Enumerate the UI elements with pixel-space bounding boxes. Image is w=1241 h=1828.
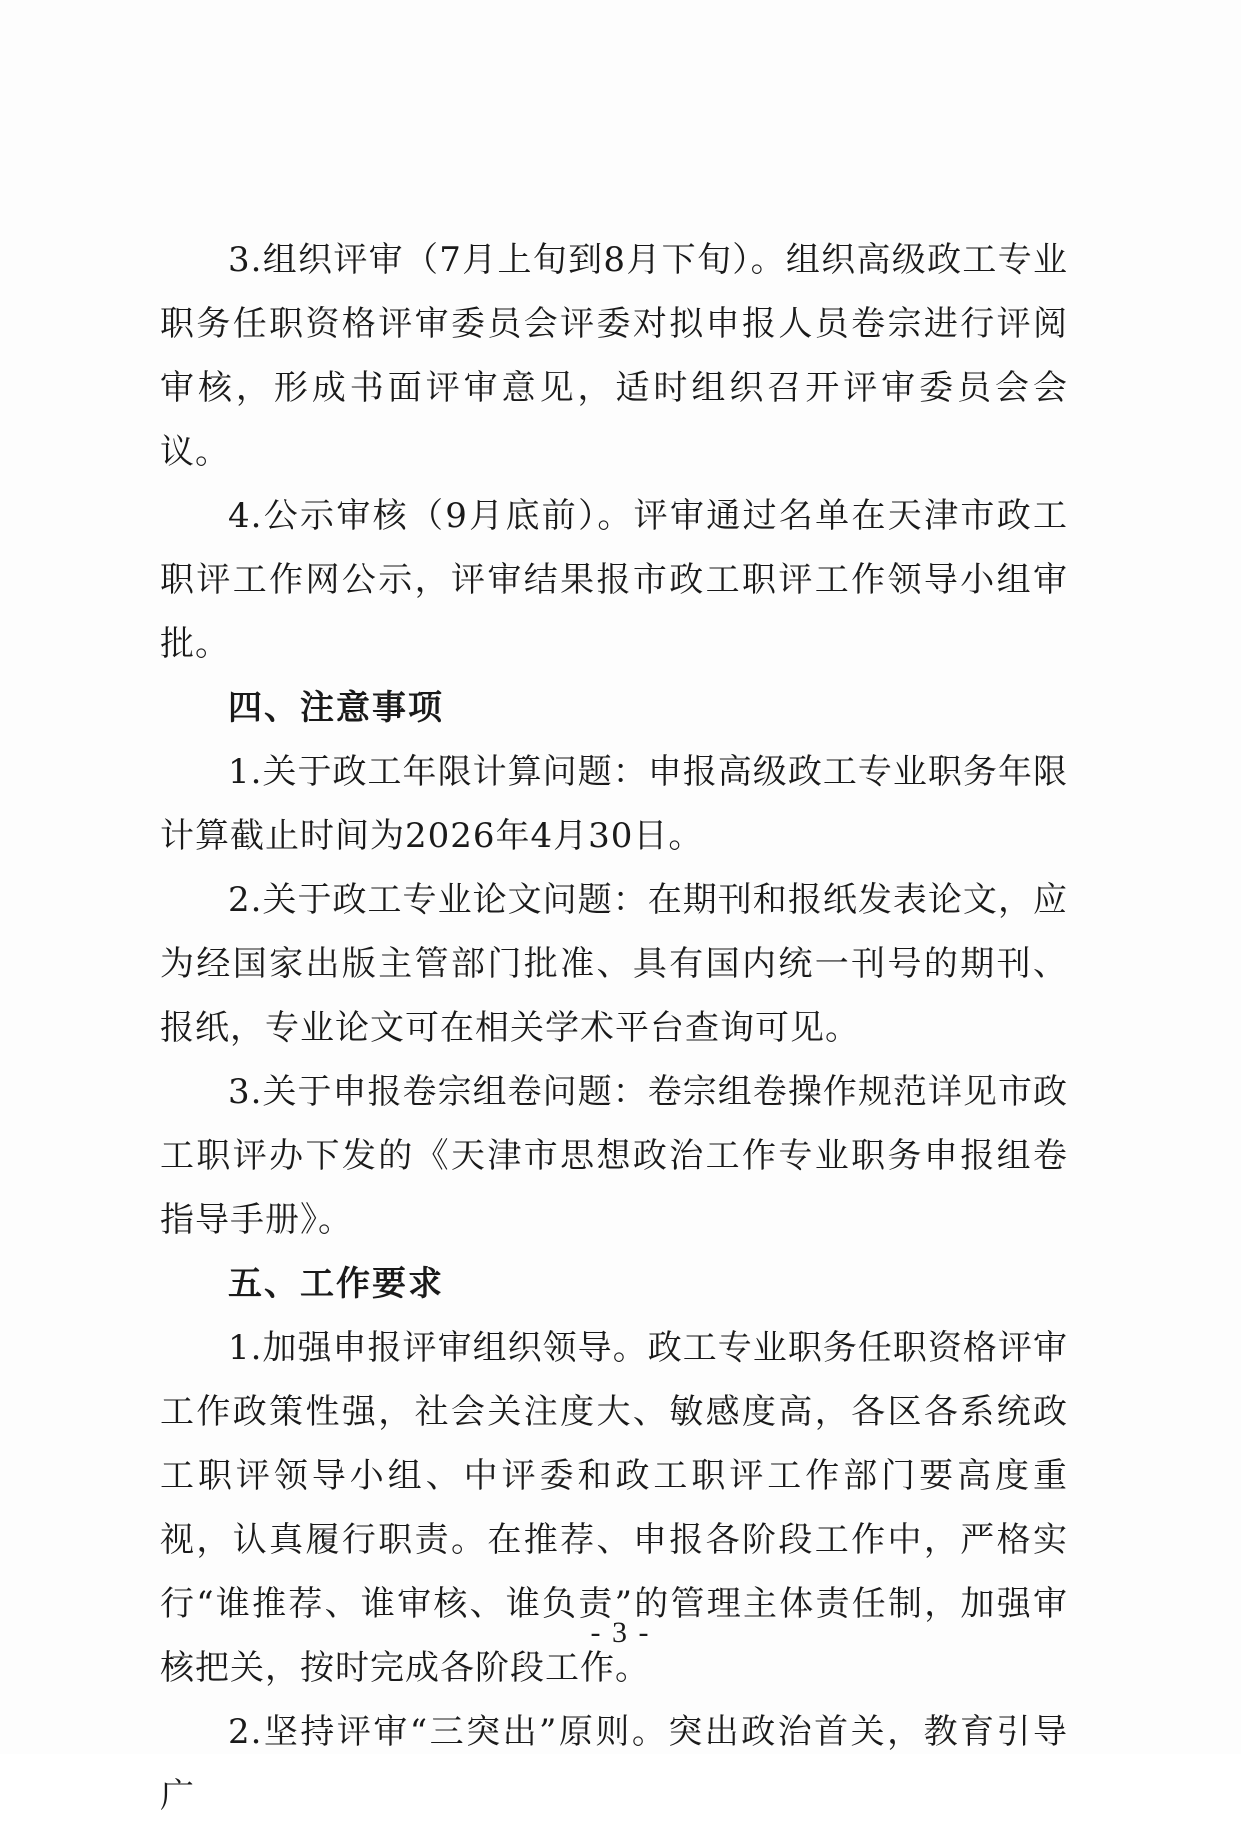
paragraph-years-calculation: 1.关于政工年限计算问题：申报高级政工专业职务年限计算截止时间为2026年4月30日。 bbox=[160, 752, 1068, 856]
paragraph-organize-review: 3.组织评审（7月上旬到8月下旬）。组织高级政工专业职务任职资格评审委员会评委对拟申报人员卷宗进行评阅审核，形成书面评审意见，适时组织召开评审委员会会议。 bbox=[160, 240, 1068, 472]
paragraph-leadership: 1.加强申报评审组织领导。政工专业职务任职资格评审工作政策性强，社会关注度大、敏感度高，各区各系统政工职评领导小组、中评委和政工职评工作部门要高度重视，认真履行职责。在推荐、申报各阶段工作中，严格实行“谁推荐、谁审核、谁负责”的管理主体责任制，加强审核把关，按时完成各阶段工作。 bbox=[160, 1328, 1068, 1688]
paragraph-dossier: 3.关于申报卷宗组卷问题：卷宗组卷操作规范详见市政工职评办下发的《天津市思想政治工作专业职务申报组卷指导手册》。 bbox=[160, 1072, 1068, 1240]
paragraph-papers: 2.关于政工专业论文问题：在期刊和报纸发表论文，应为经国家出版主管部门批准、具有国内统一刊号的期刊、报纸，专业论文可在相关学术平台查询可见。 bbox=[160, 880, 1068, 1048]
section-heading-notes: 四、注意事项 bbox=[228, 688, 444, 728]
document-body bbox=[160, 228, 1068, 1828]
paragraph-principles: 2.坚持评审“三突出”原则。突出政治首关，教育引导广 bbox=[160, 1712, 1068, 1816]
paragraph-publicity-review: 4.公示审核（9月底前）。评审通过名单在天津市政工职评工作网公示，评审结果报市政工职评工作领导小组审批。 bbox=[160, 496, 1068, 664]
page-number: - 3 - bbox=[590, 1616, 651, 1649]
section-heading-requirements: 五、工作要求 bbox=[228, 1264, 444, 1304]
